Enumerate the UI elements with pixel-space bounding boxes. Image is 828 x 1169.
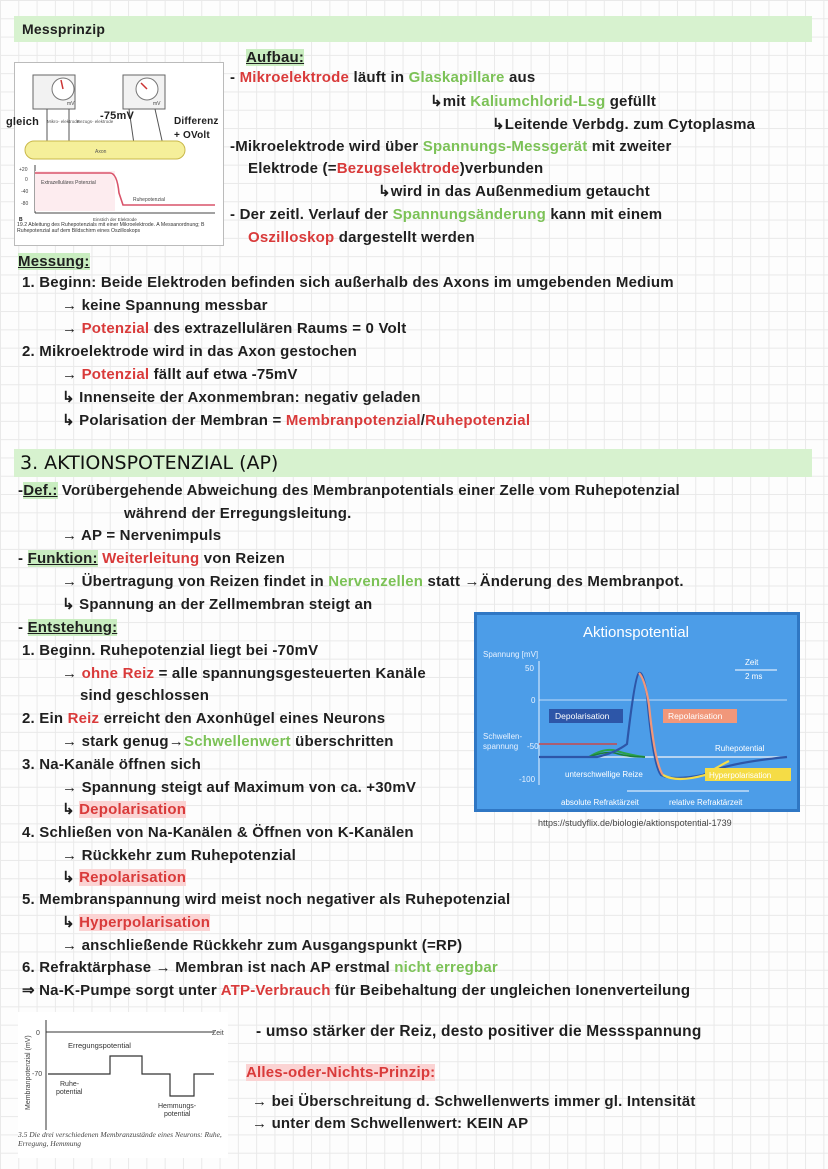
ap-ytick-neg100: -100: [519, 775, 536, 784]
aufbau-line-6: ↳wird in das Außenmedium getaucht: [378, 183, 650, 200]
fig1-ytick-2: -40: [21, 189, 29, 195]
bottom-line-4: → unter dem Schwellenwert: KEIN AP: [252, 1115, 529, 1132]
fig2-zero: 0: [36, 1030, 40, 1037]
ap-chart-svg: [477, 615, 797, 809]
bottom-line-3: → bei Überschreitung d. Schwellenwerts immer gl. Intensität: [252, 1093, 696, 1110]
messung-line-1: 1. Beginn: Beide Elektroden befinden sich außerhalb des Axons im umgebenden Medium: [22, 274, 674, 291]
ap-abs: absolute Refraktärzeit: [561, 798, 639, 807]
def-line-3: → AP = Nervenimpuls: [62, 527, 222, 544]
funktion-line-2: → Übertragung von Reizen findet in Nervenzellen statt →Änderung des Membranpot.: [62, 573, 684, 590]
aufbau-line-5: Elektrode (=Bezugselektrode)verbunden: [248, 160, 544, 177]
entstehung-line-12: 5. Membranspannung wird meist noch negativer als Ruhepotenzial: [22, 891, 511, 908]
ruhe-label: Ruhepotenzial: [133, 197, 165, 203]
def-line-2: während der Erregungsleitung.: [124, 505, 352, 522]
ap-schwelle-2: spannung: [483, 742, 519, 751]
ap-rel: relative Refraktärzeit: [669, 798, 743, 807]
ap-zeit-scale: 2 ms: [745, 672, 763, 681]
ap-ruhe: Ruhepotential: [715, 744, 765, 753]
def-line-1: -Def.: Vorübergehende Abweichung des Membranpotentials einer Zelle vom Ruhepotenzial: [18, 482, 680, 499]
fig-a-label: B: [19, 217, 23, 223]
ap-source[interactable]: https://studyflix.de/biologie/aktionspotential-1739: [538, 818, 732, 828]
figure-ruhepotenzial-measurement: [14, 62, 224, 246]
section3-heading: 3. AKTIONSPOTENZIAL (AP): [20, 452, 279, 474]
fig2-ruhe-1: Ruhe-: [60, 1081, 80, 1088]
mv-label-1: mV: [67, 101, 75, 107]
aufbau-line-7: - Der zeitl. Verlauf der Spannungsänderung kann mit einem: [230, 206, 663, 223]
entstehung-line-10: → Rückkehr zum Ruhepotenzial: [62, 847, 296, 864]
fig2-zeit: Zeit: [212, 1030, 224, 1037]
ap-schwelle-1: Schwellen-: [483, 732, 523, 741]
aufbau-heading: Aufbau:: [246, 49, 305, 66]
aufbau-line-3: ↳Leitende Verbdg. zum Cytoplasma: [492, 116, 756, 133]
messung-line-6: ↳ Innenseite der Axonmembran: negativ geladen: [62, 389, 421, 406]
ap-ytick-50: 50: [525, 664, 534, 673]
mv-label-2: mV: [153, 101, 161, 107]
ovolt-label: + OVolt: [174, 130, 210, 141]
minus75-label: -75mV: [100, 110, 135, 122]
messung-heading: Messung:: [18, 253, 90, 270]
axon-label: Axon: [95, 149, 107, 155]
messung-line-5: → Potenzial fällt auf etwa -75mV: [62, 366, 298, 383]
extra-label: Extrazelluläres Potenzial: [41, 180, 96, 186]
entstehung-line-7: → Spannung steigt auf Maximum von ca. +30mV: [62, 779, 417, 796]
fig2-hemmung-1: Hemmungs-: [158, 1103, 197, 1110]
entstehung-line-2: → ohne Reiz = alle spannungsgesteuerten Kanäle: [62, 665, 426, 682]
messung-line-7: ↳ Polarisation der Membran = Membranpotenzial/Ruhepotenzial: [62, 412, 531, 429]
entstehung-line-13: ↳ Hyperpolarisation: [62, 914, 211, 931]
messung-line-3: → Potenzial des extrazellulären Raums = 0 Volt: [62, 320, 407, 337]
fig2-minus70: -70: [32, 1071, 43, 1078]
einstich-label: Einstich der Elektrode: [93, 217, 137, 222]
figure2-caption: 3.5 Die drei verschiedenen Membranzustände eines Neurons: Ruhe, Erregung, Hemmung: [18, 1130, 222, 1148]
ap-zeit: Zeit: [745, 658, 759, 667]
page-title: Messprinzip: [22, 21, 106, 37]
figure1-caption: 19.2 Ableitung des Ruhepotenzials mit einer Mikroelektrode. A Messanordnung; B Ruhepotenzial auf dem Bildschirm eines Oszilloskops: [17, 222, 205, 234]
funktion-line-3: ↳ Spannung an der Zellmembran steigt an: [62, 596, 373, 613]
funktion-line-1: - Funktion: Weiterleitung von Reizen: [18, 550, 285, 567]
bottom-line-1: - umso stärker der Reiz, desto positiver die Messspannung: [256, 1023, 702, 1040]
fig1-ytick-0: +20: [19, 167, 28, 173]
fig2-ruhe-2: potential: [56, 1089, 83, 1096]
aufbau-line-8: Oszilloskop dargestellt werden: [248, 229, 475, 246]
entstehung-line-11: ↳ Repolarisation: [62, 869, 187, 886]
entstehung-line-1: 1. Beginn. Ruhepotenzial liegt bei -70mV: [22, 642, 319, 659]
entstehung-heading: - Entstehung:: [18, 619, 118, 636]
title-bar: [14, 16, 812, 42]
entstehung-line-8: ↳ Depolarisation: [62, 801, 187, 818]
entstehung-line-4: 2. Ein Reiz erreicht den Axonhügel eines Neurons: [22, 710, 386, 727]
entstehung-line-9: 4. Schließen von Na-Kanälen & Öffnen von K-Kanälen: [22, 824, 414, 841]
fig2-hemmung-2: potential: [164, 1111, 191, 1118]
ap-depol: Depolarisation: [555, 711, 610, 721]
mikroelektrode-label: Mikro- elektrode: [47, 119, 80, 124]
figure1-svg: [15, 63, 223, 245]
entstehung-line-6: 3. Na-Kanäle öffnen sich: [22, 756, 202, 773]
entstehung-line-3: sind geschlossen: [80, 687, 210, 704]
gleich-label: gleich: [6, 116, 39, 128]
figure-membrane-states: [18, 1012, 228, 1158]
bottom-line-2: Alles-oder-Nichts-Prinzip:: [246, 1064, 436, 1081]
entstehung-line-14: → anschließende Rückkehr zum Ausgangspunkt (=RP): [62, 937, 463, 954]
bezugselektrode-label: Bezugs- elektrode: [77, 119, 114, 124]
ap-ytick-neg50: -50: [527, 742, 539, 751]
ap-title: Aktionspotential: [583, 624, 689, 641]
differenz-label: Differenz: [174, 116, 219, 127]
fig2-ylabel: Membranpotenzial (mV): [25, 1035, 32, 1110]
ap-ytick-0: 0: [531, 696, 536, 705]
entstehung-line-16: ⇒ Na-K-Pumpe sorgt unter ATP-Verbrauch für Beibehaltung der ungleichen Ionenverteilung: [22, 982, 691, 999]
messung-line-4: 2. Mikroelektrode wird in das Axon gestochen: [22, 343, 357, 360]
ap-unter: unterschwellige Reize: [565, 770, 643, 779]
fig2-erregung: Erregungspotential: [68, 1041, 131, 1050]
ap-hyper: Hyperpolarisation: [709, 771, 772, 780]
aufbau-line-1: - Mikroelektrode läuft in Glaskapillare aus: [230, 69, 536, 86]
figure2-svg: [18, 1012, 228, 1158]
entstehung-line-15: 6. Refraktärphase → Membran ist nach AP erstmal nicht erregbar: [22, 959, 498, 976]
ap-ylabel: Spannung [mV]: [483, 650, 539, 659]
entstehung-line-5: → stark genug→Schwellenwert überschritten: [62, 733, 394, 750]
aufbau-line-2: ↳mit Kaliumchlorid-Lsg gefüllt: [430, 93, 657, 110]
ap-repol: Repolarisation: [668, 711, 723, 721]
fig1-ytick-1: 0: [25, 177, 28, 183]
fig1-ytick-3: -80: [21, 201, 29, 207]
ap-chart: [474, 612, 800, 812]
messung-line-2: → keine Spannung messbar: [62, 297, 268, 314]
aufbau-line-4: -Mikroelektrode wird über Spannungs-Messgerät mit zweiter: [230, 138, 672, 155]
